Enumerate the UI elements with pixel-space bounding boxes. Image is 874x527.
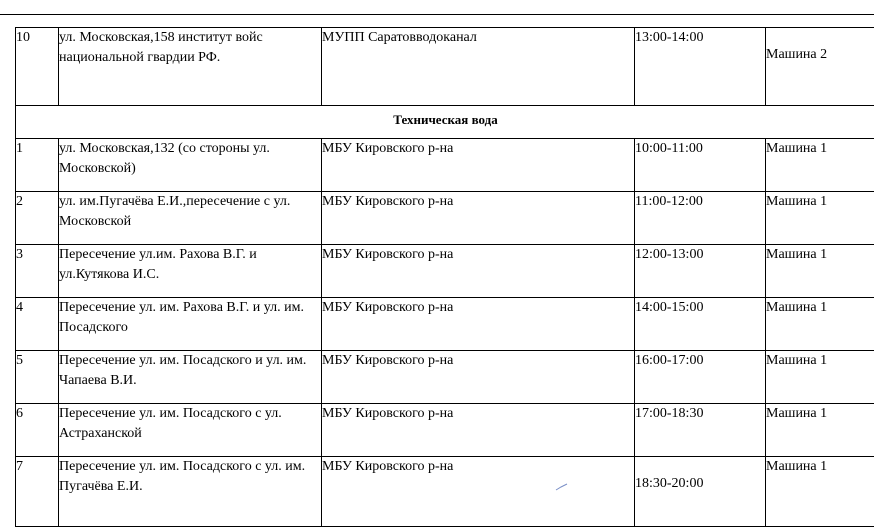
row-address: Пересечение ул. им. Рахова В.Г. и ул. им. Посадского — [59, 298, 322, 351]
section-row — [16, 106, 874, 139]
table-row — [16, 139, 874, 192]
row-time: 14:00-15:00 — [635, 298, 766, 351]
row-time: 18:30-20:00 — [635, 457, 766, 527]
row-number: 1 — [16, 139, 59, 192]
row-number: 10 — [16, 28, 59, 106]
row-vehicle: Машина 1 — [766, 298, 874, 351]
page-top-rule — [0, 14, 874, 15]
row-organization: МБУ Кировского р-на — [322, 351, 635, 404]
table-row — [16, 28, 874, 106]
row-time: 13:00-14:00 — [635, 28, 766, 106]
table-row — [16, 351, 874, 404]
row-time: 12:00-13:00 — [635, 245, 766, 298]
row-number: 7 — [16, 457, 59, 527]
schedule-body — [16, 28, 874, 527]
row-organization: МБУ Кировского р-на — [322, 404, 635, 457]
row-vehicle: Машина 1 — [766, 351, 874, 404]
row-address: Пересечение ул. им. Посадского и ул. им. Чапаева В.И. — [59, 351, 322, 404]
row-vehicle: Машина 1 — [766, 139, 874, 192]
row-organization: МУПП Саратовводоканал — [322, 28, 635, 106]
section-title: Техническая вода — [16, 106, 874, 139]
row-number: 3 — [16, 245, 59, 298]
row-organization: МБУ Кировского р-на — [322, 298, 635, 351]
table-row — [16, 298, 874, 351]
row-organization: МБУ Кировского р-на — [322, 139, 635, 192]
row-organization: МБУ Кировского р-на — [322, 245, 635, 298]
row-address: Пересечение ул. им. Посадского с ул. им. Пугачёва Е.И. — [59, 457, 322, 527]
row-organization: МБУ Кировского р-на — [322, 457, 635, 527]
row-vehicle: Машина 1 — [766, 457, 874, 527]
row-number: 6 — [16, 404, 59, 457]
row-vehicle: Машина 1 — [766, 245, 874, 298]
row-time: 10:00-11:00 — [635, 139, 766, 192]
row-organization: МБУ Кировского р-на — [322, 192, 635, 245]
row-number: 4 — [16, 298, 59, 351]
row-time: 11:00-12:00 — [635, 192, 766, 245]
row-vehicle: Машина 1 — [766, 404, 874, 457]
schedule-table — [15, 27, 874, 527]
row-number: 2 — [16, 192, 59, 245]
row-address: ул. им.Пугачёва Е.И.,пересечение с ул. Московской — [59, 192, 322, 245]
row-number: 5 — [16, 351, 59, 404]
table-row — [16, 404, 874, 457]
table-row — [16, 192, 874, 245]
table-row — [16, 245, 874, 298]
row-address: ул. Московская,158 институт войс национальной гвардии РФ. — [59, 28, 322, 106]
table-row — [16, 457, 874, 527]
row-vehicle: Машина 1 — [766, 192, 874, 245]
row-address: Пересечение ул.им. Рахова В.Г. и ул.Кутякова И.С. — [59, 245, 322, 298]
row-address: Пересечение ул. им. Посадского с ул. Астраханской — [59, 404, 322, 457]
row-vehicle: Машина 2 — [766, 28, 874, 106]
pen-mark-icon — [555, 483, 569, 491]
row-time: 17:00-18:30 — [635, 404, 766, 457]
row-time: 16:00-17:00 — [635, 351, 766, 404]
row-address: ул. Московская,132 (со стороны ул. Московской) — [59, 139, 322, 192]
